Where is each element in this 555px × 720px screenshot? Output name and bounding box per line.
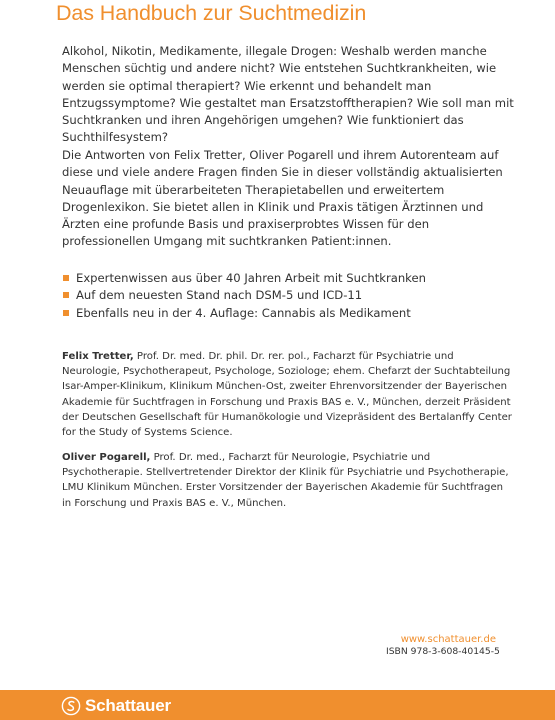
website-link[interactable]: www.schattauer.de: [400, 634, 496, 645]
square-bullet-icon: [63, 275, 69, 281]
feature-item: [62, 270, 514, 287]
feature-item: [62, 287, 514, 304]
author-bio: [62, 349, 514, 440]
intro-paragraph: Alkohol, Nikotin, Medikamente, illegale Drogen: Weshalb werden manche Menschen süchtig und andere nicht? Wie entstehen Suchtkrankheiten, wie werden sie optimal therapiert? Wie erkennt und behandelt man Entzugssymptome? Wie gestaltet man Ersatzstofftherapien? Wie soll man mit Suchtkranken und ihren Angehörigen umgehen? Wie funktioniert das Suchthilfesystem?: [62, 44, 514, 145]
feature-list: [62, 270, 514, 322]
isbn-number: ISBN 978-3-608-40145-5: [386, 646, 500, 657]
author-bio: [62, 450, 514, 511]
feature-item: [62, 305, 514, 322]
author-name: Oliver Pogarell,: [62, 452, 151, 463]
author-name: Felix Tretter,: [62, 351, 134, 362]
publisher-logo: [61, 695, 171, 717]
feature-text: Auf dem neuesten Stand nach DSM-5 und ICD-11: [76, 288, 363, 303]
answers-paragraph: Die Antworten von Felix Tretter, Oliver Pogarell und ihrem Autorenteam auf diese und viele andere Fragen finden Sie in dieser vollständig aktualisierten Neuauflage mit überarbeiteten Therapietabellen und erweitertem Drogenlexikon. Sie bietet allen in Klinik und Praxis tätigen Ärztinnen und Ärzten eine profunde Basis und praxiserprobtes Wissen für den professionellen Umgang mit suchtkranken Patient:innen.: [62, 148, 503, 249]
feature-text: Expertenwissen aus über 40 Jahren Arbeit mit Suchtkranken: [76, 271, 426, 285]
publisher-name: Schattauer: [85, 696, 171, 715]
feature-text: Ebenfalls neu in der 4. Auflage: Cannabis als Medikament: [76, 305, 411, 320]
schattauer-logo-icon: [61, 696, 81, 716]
author-bio-text: Prof. Dr. med., Facharzt für Neurologie, Psychiatrie und Psychotherapie. Stellvertretender Direktor der Klinik für Psychiatrie und Psychotherapie, LMU Klinikum München. Erster Vorsitzender der Bayerischen Akademie für Suchtfragen in Forschung und Praxis BAS e. V., München.: [62, 452, 509, 509]
author-bio-text: Prof. Dr. med. Dr. phil. Dr. rer. pol., Facharzt für Psychiatrie und Neurologie, Psychotherapeut, Psychologe, Soziologe; ehem. Chefarzt der Suchtabteilung Isar-Amper-Klinikum, Klinikum München-Ost, zweiter Ehrenvorsitzender der Bayerischen Akademie für Suchtfragen in Forschung und Praxis BAS e. V., München, derzeit Präsident der Deutschen Gesellschaft für Humanökologie und Vizepräsident des Bertalanffy Center for the Study of Systems Science.: [62, 351, 512, 439]
page-title: Das Handbuch zur Suchtmedizin: [56, 1, 367, 25]
square-bullet-icon: [63, 310, 69, 316]
square-bullet-icon: [63, 292, 69, 298]
